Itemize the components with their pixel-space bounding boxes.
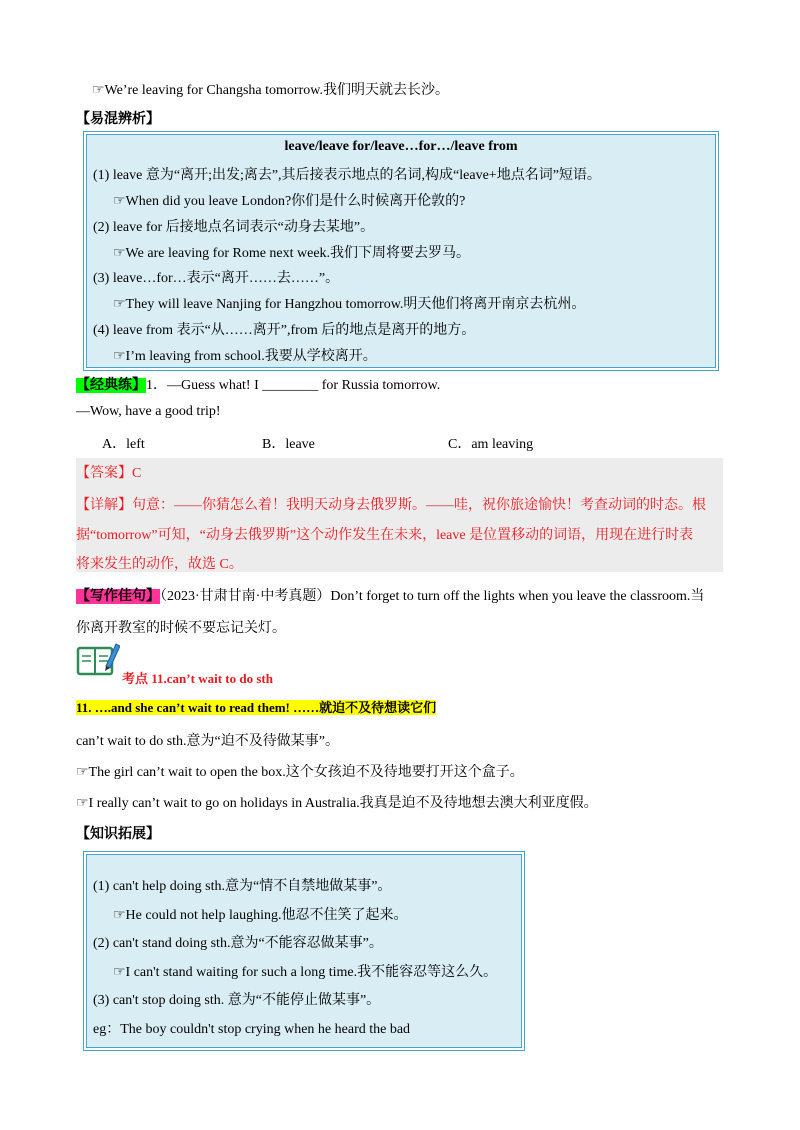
option-c: C．am leaving: [448, 437, 534, 452]
extension-line: (1) can't help doing sth.意为“情不自禁地做某事”。: [93, 879, 392, 894]
extension-line: (2) can't stand doing sth.意为“不能容忍做某事”。: [93, 936, 383, 951]
point-example: ☞The girl can’t wait to open the box.这个女孩迫不及待地要打开这个盒子。: [76, 765, 524, 780]
extension-box: [86, 854, 522, 1048]
writing-line-1: [76, 585, 704, 605]
option-b: B．leave: [262, 437, 315, 452]
extension-line: eg：The boy couldn't stop crying when he heard the bad: [93, 1022, 411, 1037]
exercise-question: 1．—Guess what! I ________ for Russia tomorrow.: [146, 378, 441, 393]
confusion-box: [86, 134, 716, 368]
writing-line-2: 你离开教室的时候不要忘记关灯。: [76, 621, 286, 636]
confusion-line: (2) leave for 后接地点名词表示“动身去某地”。: [93, 220, 375, 235]
writing-tag: 【写作佳句】: [76, 589, 160, 604]
confusion-line: ☞They will leave Nanjing for Hangzhou tomorrow.明天他们将离开南京去杭州。: [113, 297, 586, 312]
exercise-tag: 【经典练】: [76, 378, 146, 393]
confusion-line: ☞I’m leaving from school.我要从学校离开。: [113, 349, 377, 364]
extension-line: (3) can't stop doing sth. 意为“不能停止做某事”。: [93, 993, 381, 1008]
intro-example: ☞We’re leaving for Changsha tomorrow.我们明天就去长沙。: [92, 83, 449, 98]
confusion-line: ☞We are leaving for Rome next week.我们下周将要去罗马。: [113, 246, 471, 261]
extension-line: ☞He could not help laughing.他忍不住笑了起来。: [113, 908, 408, 923]
extension-heading: 【知识拓展】: [76, 827, 160, 842]
point-highlight: 11. ….and she can’t wait to read them! ……就迫不及待想读它们: [76, 700, 437, 715]
writing-text: （2023·甘肃甘南·中考真题）Don’t forget to turn off the lights when you leave the classroom.当: [160, 589, 705, 604]
answer-label: 【答案】C: [76, 466, 142, 481]
confusion-line: (1) leave 意为“离开;出发;离去”,其后接表示地点的名词,构成“leave+地点名词”短语。: [93, 168, 601, 183]
exercise-question-line: [76, 374, 440, 394]
point-label: 考点 11.can’t wait to do sth: [122, 671, 273, 686]
point-example: ☞I really can’t wait to go on holidays in Australia.我真是迫不及待地想去澳大利亚度假。: [76, 796, 598, 811]
explanation-line: 将来发生的动作，故选 C。: [76, 557, 243, 572]
point-definition: can’t wait to do sth.意为“迫不及待做某事”。: [76, 734, 339, 749]
confusion-box-title: leave/leave for/leave…for…/leave from: [284, 139, 518, 154]
confusion-line: ☞When did you leave London?你们是什么时候离开伦敦的?: [113, 194, 466, 209]
exercise-reply: —Wow, have a good trip!: [76, 404, 221, 419]
confusion-line: (4) leave from 表示“从……离开”,from 后的地点是离开的地方。: [93, 323, 476, 338]
confusion-heading: 【易混辨析】: [76, 112, 160, 127]
confusion-line: (3) leave…for…表示“离开……去……”。: [93, 271, 340, 286]
extension-line: ☞I can't stand waiting for such a long time.我不能容忍等这么久。: [113, 965, 498, 980]
point-highlight-line: [76, 697, 436, 717]
option-a: A．left: [102, 437, 145, 452]
book-pencil-icon: [76, 640, 120, 678]
explanation-line: 【详解】句意：——你猜怎么着！我明天动身去俄罗斯。——哇，祝你旅途愉快！考查动词的时态。根: [76, 498, 706, 513]
explanation-line: 据“tomorrow”可知，“动身去俄罗斯”这个动作发生在未来，leave 是位置移动的词语，用现在进行时表: [76, 528, 694, 543]
